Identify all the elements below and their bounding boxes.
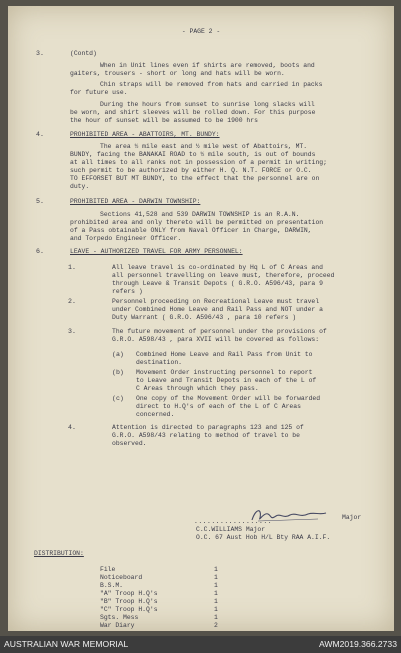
subitem-line: Combined Home Leave and Rail Pass from Unit to bbox=[136, 351, 313, 358]
item-number: 1. bbox=[68, 264, 76, 271]
item-line: All leave travel is co-ordinated by Hq L of C Areas and bbox=[112, 264, 323, 271]
para-line: When in Unit lines even if shirts are removed, boots and bbox=[100, 62, 315, 69]
distribution-count: 1 bbox=[214, 574, 218, 581]
distribution-count: 1 bbox=[214, 566, 218, 573]
para-line: Sections 41,528 and 539 DARWIN TOWNSHIP is an R.A.N. bbox=[100, 211, 300, 218]
subitem-line: concerned. bbox=[136, 411, 175, 418]
item-line: Attention is directed to paragraphs 123 and 125 of bbox=[112, 424, 304, 431]
section-heading: LEAVE - AUTHORIZED TRAVEL FOR ARMY PERSONNEL: bbox=[70, 248, 243, 255]
section-number: 3. bbox=[36, 50, 44, 57]
distribution-label: "C" Troop H.Q's bbox=[100, 606, 158, 613]
para-line: Chin straps will be removed from hats and carried in packs bbox=[100, 81, 323, 88]
subitem-letter: (b) bbox=[112, 369, 124, 376]
page-header: - PAGE 2 - bbox=[181, 28, 221, 35]
distribution-label: Noticeboard bbox=[100, 574, 143, 581]
signature-dots: .................. bbox=[194, 518, 273, 525]
para-line: and Torpedo Engineer Officer. bbox=[70, 235, 182, 242]
para-line: such permit to be authorized by either H. Q. N.T. FORCE or O.C. bbox=[70, 167, 312, 174]
item-line: all personnel travelling on leave must, therefore, proceed bbox=[112, 272, 335, 279]
signature-unit: O.C. 67 Aust Hob H/L Bty RAA A.I.F. bbox=[196, 534, 331, 541]
para-line: for future use. bbox=[70, 89, 128, 96]
item-number: 3. bbox=[68, 328, 76, 335]
section-number: 6. bbox=[36, 248, 44, 255]
para-line: TO EFFORSET BUT MT BUNDY, to the effect that the personnel are on bbox=[70, 175, 320, 182]
item-line: observed. bbox=[112, 440, 147, 447]
distribution-count: 1 bbox=[214, 598, 218, 605]
distribution-label: Sgts. Mess bbox=[100, 614, 139, 621]
distribution-count: 1 bbox=[214, 614, 218, 621]
subitem-line: destination. bbox=[136, 359, 183, 366]
section-heading: PROHIBITED AREA - DARWIN TOWNSHIP: bbox=[70, 198, 201, 205]
item-number: 4. bbox=[68, 424, 76, 431]
signature-rank: Major bbox=[342, 514, 362, 521]
item-number: 2. bbox=[68, 298, 76, 305]
para-line: The area ½ mile east and ½ mile west of Abattoirs, MT. bbox=[100, 143, 308, 150]
distribution-label: B.S.M. bbox=[100, 582, 124, 589]
subitem-letter: (c) bbox=[112, 395, 124, 402]
subitem-line: One copy of the Movement Order will be forwarded bbox=[136, 395, 321, 402]
signature-name: C.C.WILLIAMS Major bbox=[196, 526, 266, 533]
item-line: The future movement of personnel under the provisions of bbox=[112, 328, 327, 335]
distribution-count: 1 bbox=[214, 582, 218, 589]
para-line: prohibited area and only thereto will be permitted on presentation bbox=[70, 219, 324, 226]
item-line: Personnel proceeding on Recreational Leave must travel bbox=[112, 298, 320, 305]
item-line: G.R.O. A598/43 , para XVII will be covered as follows: bbox=[112, 336, 320, 343]
distribution-label: "A" Troop H.Q's bbox=[100, 590, 158, 597]
section-number: 5. bbox=[36, 198, 44, 205]
section-number: 4. bbox=[36, 131, 44, 138]
distribution-count: 1 bbox=[214, 590, 218, 597]
section-contd: (Contd) bbox=[70, 50, 97, 57]
distribution-label: War Diary bbox=[100, 622, 135, 629]
distribution-label: "B" Troop H.Q's bbox=[100, 598, 158, 605]
section-heading: PROHIBITED AREA - ABATTOIRS, MT. BUNDY: bbox=[70, 131, 220, 138]
subitem-line: direct to H.Q's of each of the L of C Areas bbox=[136, 403, 301, 410]
distribution-heading: DISTRIBUTION: bbox=[34, 550, 84, 557]
para-line: gaiters, trousers - short or long and hats will be worn. bbox=[70, 70, 285, 77]
para-line: of a Pass obtainable ONLY from Naval Officer in Charge, DARWIN, bbox=[70, 227, 312, 234]
para-line: duty. bbox=[70, 183, 90, 190]
archive-footer-bar bbox=[0, 636, 401, 653]
subitem-letter: (a) bbox=[112, 351, 124, 358]
distribution-count: 2 bbox=[214, 622, 218, 629]
subitem-line: to Leave and Transit Depots in each of the L of bbox=[136, 377, 317, 384]
para-line: be worn, and shirt sleeves will be rolled down. For this purpose bbox=[70, 109, 316, 116]
para-line: at all times to all ranks not in possession of a permit in writing; bbox=[70, 159, 327, 166]
para-line: BUNDY, facing the BANAKAI ROAD to ½ mile south, is out of bounds bbox=[70, 151, 316, 158]
document-page bbox=[8, 6, 394, 631]
subitem-line: C Areas through which they pass. bbox=[136, 385, 259, 392]
item-line: through Leave & Transit Depots ( G.R.O. A596/43, para 9 bbox=[112, 280, 323, 287]
footer-source: AUSTRALIAN WAR MEMORIAL bbox=[4, 639, 129, 649]
item-line: Duty Warrant ( G.R.O. A596/43 , para 10 refers ) bbox=[112, 314, 297, 321]
item-line: G.R.O. A598/43 relating to method of travel to be bbox=[112, 432, 300, 439]
item-line: refers ) bbox=[112, 288, 143, 295]
subitem-line: Movement Order instructing personnel to report bbox=[136, 369, 313, 376]
para-line: During the hours from sunset to sunrise long slacks will bbox=[100, 101, 315, 108]
footer-accession: AWM2019.366.2733 bbox=[318, 639, 397, 649]
item-line: under Combined Home Leave and Rail Pass and NOT under a bbox=[112, 306, 323, 313]
distribution-label: File bbox=[100, 566, 116, 573]
para-line: the hour of sunset will be assumed to be 1900 hrs bbox=[70, 117, 258, 124]
distribution-count: 1 bbox=[214, 606, 218, 613]
